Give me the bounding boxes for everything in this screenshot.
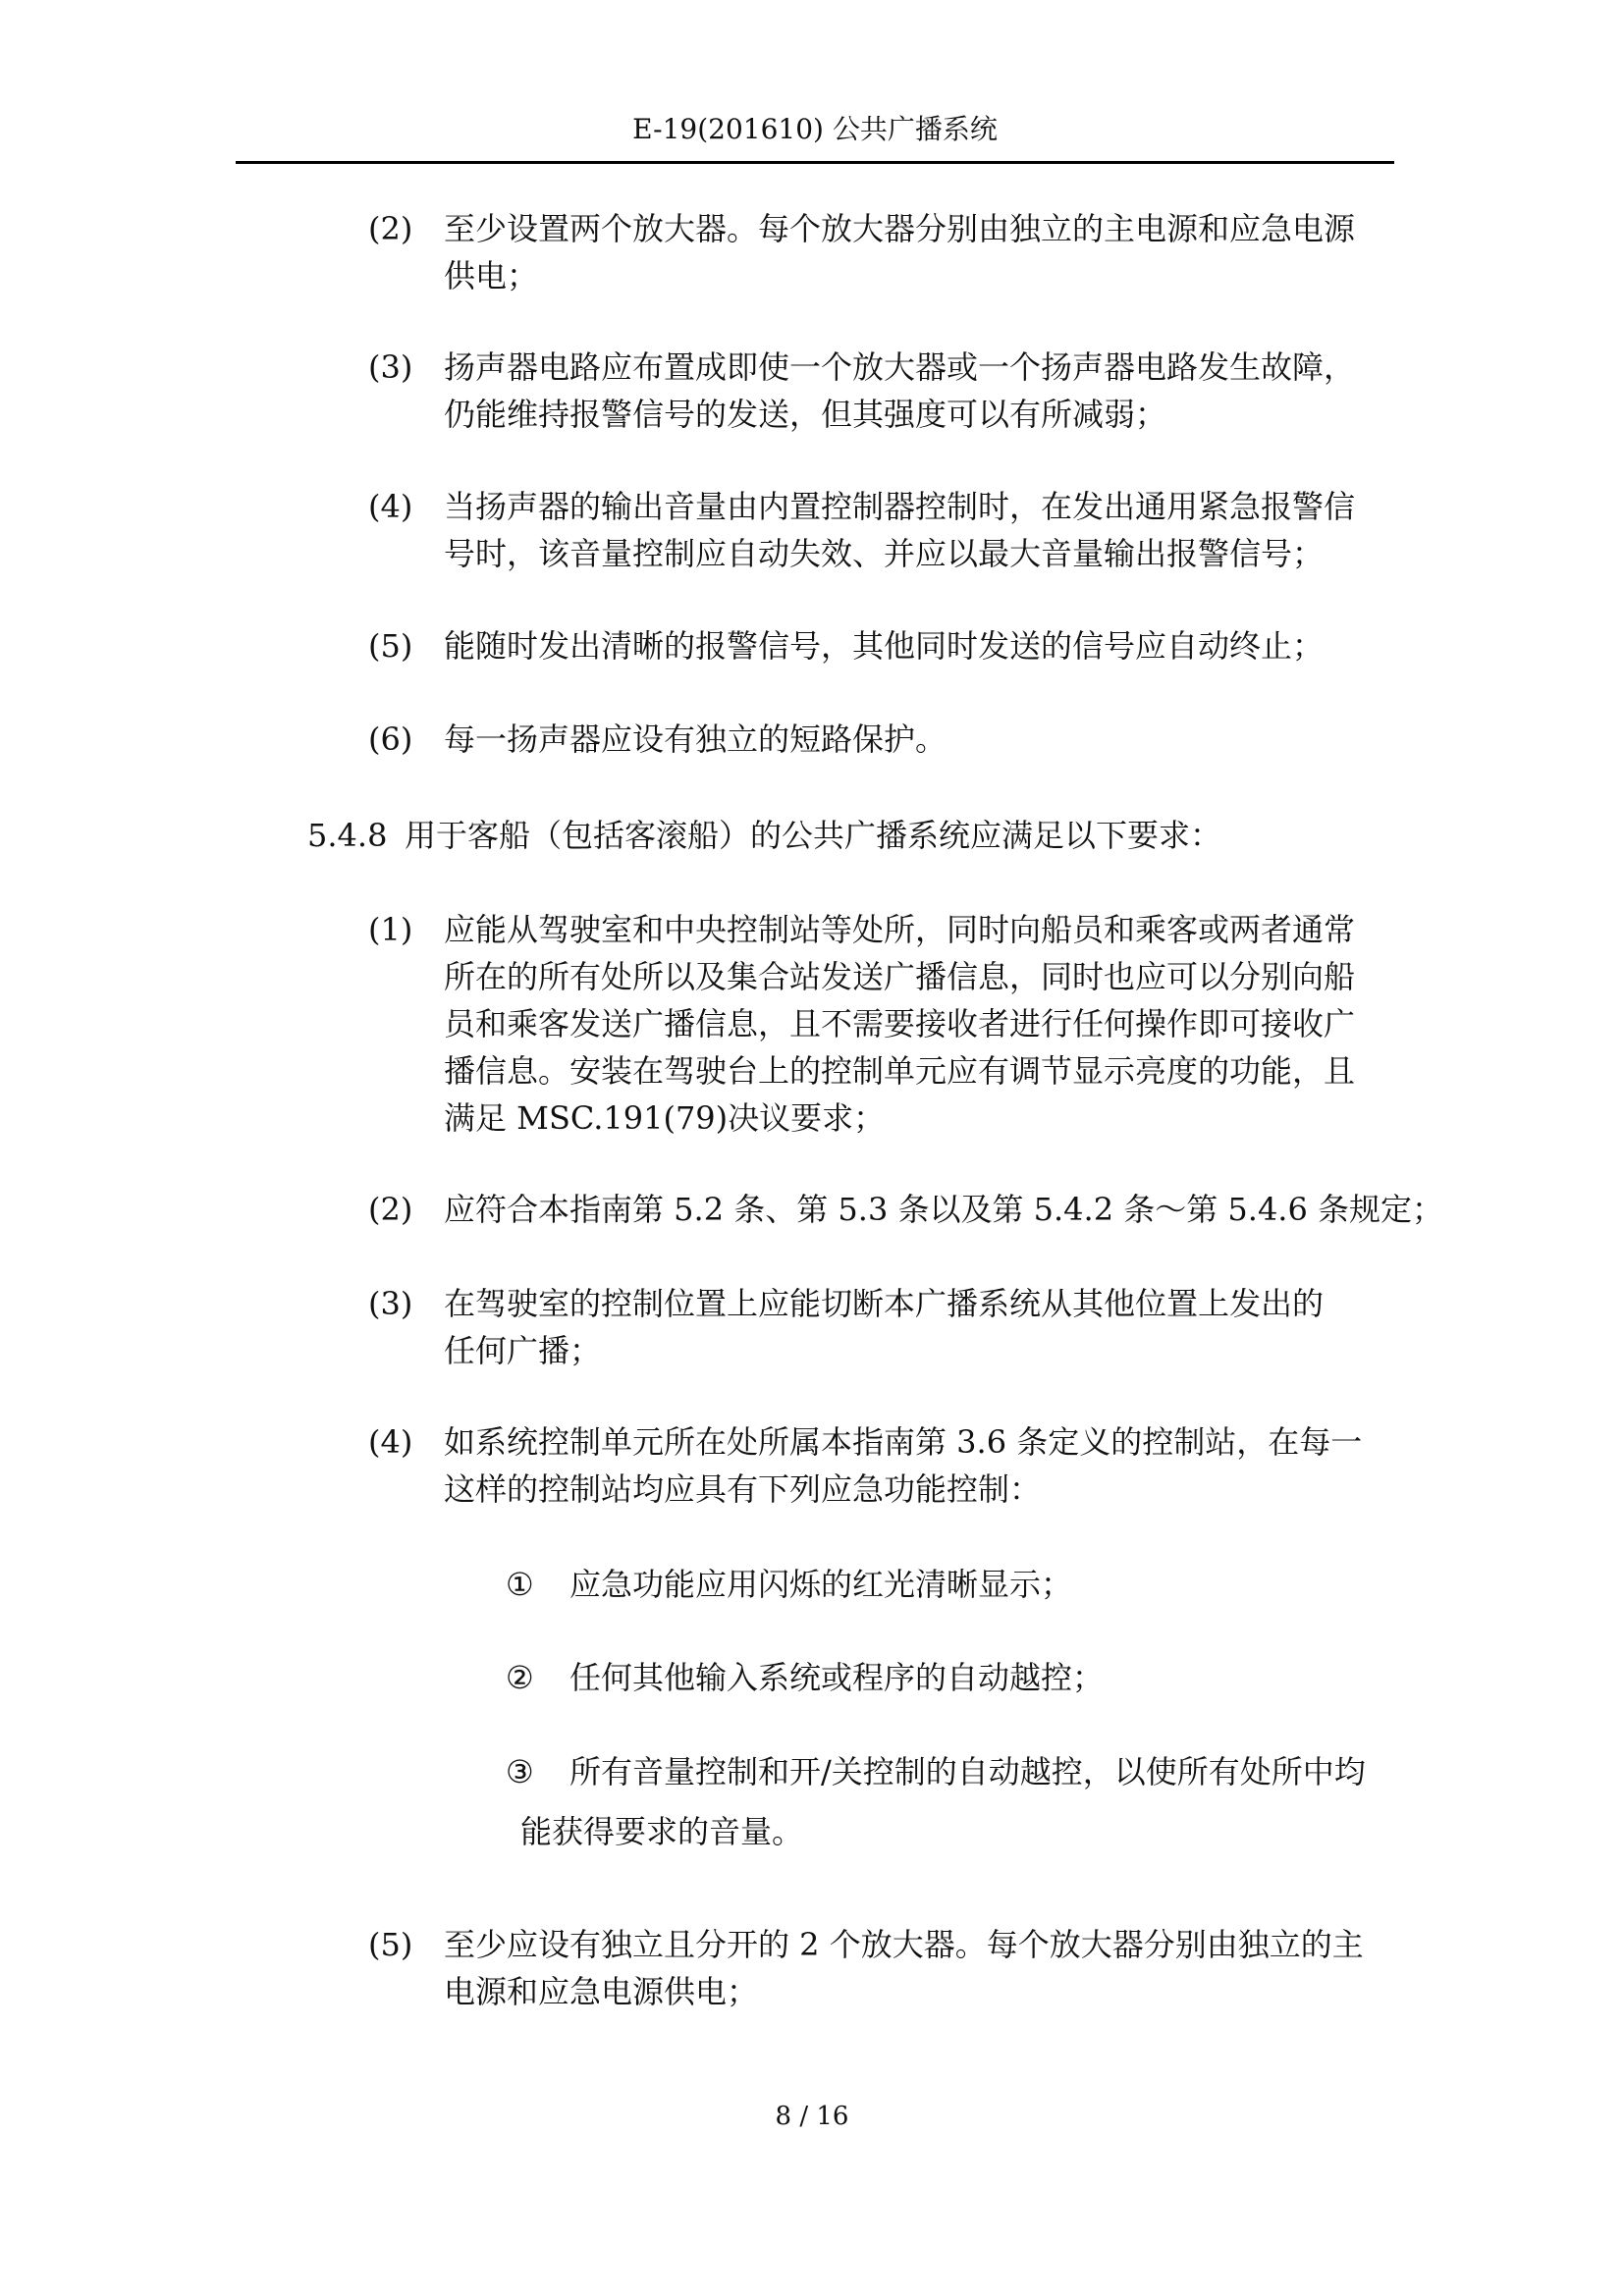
- item-text-line: 供电；: [444, 257, 539, 294]
- item-number: (3): [368, 1285, 413, 1322]
- sub-item-number: ②: [506, 1659, 534, 1696]
- item-text-line: 至少应设有独立且分开的 2 个放大器。每个放大器分别由独立的主: [444, 1926, 1364, 1963]
- item-number: (6): [368, 721, 413, 758]
- item-number: (5): [368, 627, 413, 665]
- item-text-line: 任何其他输入系统或程序的自动越控；: [569, 1659, 1105, 1696]
- item-number: (2): [368, 210, 413, 247]
- item-text-line: 所有音量控制和开/关控制的自动越控，以使所有处所中均: [569, 1753, 1366, 1790]
- item-number: (1): [368, 911, 413, 948]
- section-text: 用于客船（包括客滚船）的公共广播系统应满足以下要求：: [405, 817, 1222, 854]
- item-text-line: 应符合本指南第 5.2 条、第 5.3 条以及第 5.4.2 条～第 5.4.6 条规定；: [444, 1191, 1444, 1228]
- section-number: 5.4.8: [307, 817, 388, 854]
- sub-item-number: ③: [506, 1753, 534, 1790]
- item-text-line: 能随时发出清晰的报警信号，其他同时发送的信号应自动终止；: [444, 627, 1325, 665]
- item-text-line: 如系统控制单元所在处所属本指南第 3.6 条定义的控制站，在每一: [444, 1423, 1363, 1461]
- page-header-title: E-19(201610) 公共广播系统: [632, 113, 998, 145]
- item-text-line: 扬声器电路应布置成即使一个放大器或一个扬声器电路发生故障，: [444, 348, 1356, 386]
- item-number: (3): [368, 348, 413, 386]
- item-text-line: 任何广播；: [444, 1332, 602, 1369]
- item-text-line: 号时，该音量控制应自动失效、并应以最大音量输出报警信号；: [444, 535, 1325, 572]
- item-text-line: 播信息。安装在驾驶台上的控制单元应有调节显示亮度的功能，且: [444, 1052, 1356, 1090]
- item-text-line: 应能从驾驶室和中央控制站等处所，同时向船员和乘客或两者通常: [444, 911, 1356, 948]
- header-divider: [236, 161, 1394, 164]
- item-text-line: 满足 MSC.191(79)决议要求；: [444, 1099, 886, 1137]
- item-text-line: 应急功能应用闪烁的红光清晰显示；: [569, 1566, 1073, 1603]
- item-text-line: 这样的控制站均应具有下列应急功能控制：: [444, 1470, 1042, 1508]
- item-number: (4): [368, 488, 413, 525]
- item-text-line: 每一扬声器应设有独立的短路保护。: [444, 721, 947, 758]
- item-text-line: 仍能维持报警信号的发送，但其强度可以有所减弱；: [444, 396, 1167, 433]
- item-number: (5): [368, 1926, 413, 1963]
- item-text-line: 所在的所有处所以及集合站发送广播信息，同时也应可以分别向船: [444, 958, 1356, 995]
- sub-item-number: ①: [506, 1566, 534, 1603]
- item-text-line: 在驾驶室的控制位置上应能切断本广播系统从其他位置上发出的: [444, 1285, 1325, 1322]
- item-text-line: 电源和应急电源供电；: [444, 1973, 759, 2010]
- page-number: 8 / 16: [775, 2102, 849, 2131]
- item-text-line: 能获得要求的音量。: [520, 1813, 804, 1850]
- item-text-line: 至少设置两个放大器。每个放大器分别由独立的主电源和应急电源: [444, 210, 1356, 247]
- item-number: (4): [368, 1423, 413, 1461]
- item-number: (2): [368, 1191, 413, 1228]
- item-text-line: 员和乘客发送广播信息，且不需要接收者进行任何操作即可接收广: [444, 1005, 1356, 1042]
- item-text-line: 当扬声器的输出音量由内置控制器控制时，在发出通用紧急报警信: [444, 488, 1356, 525]
